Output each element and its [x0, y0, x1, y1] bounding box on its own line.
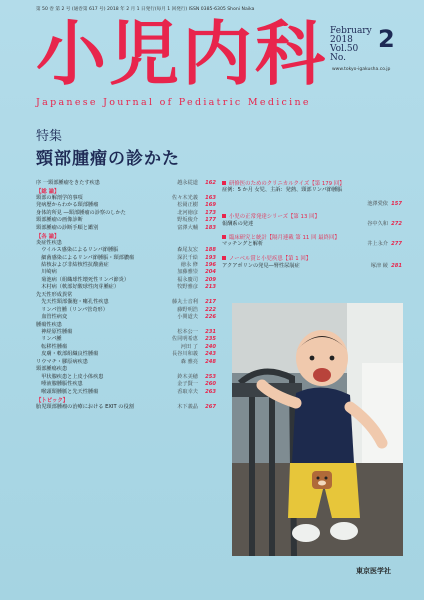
toc-entry-author: 野坂俊介	[177, 217, 198, 224]
serial-entry-title: 報酬系の発達	[222, 221, 254, 227]
toc-entry-author: 鈴木美穂	[177, 373, 198, 380]
issue-year: 2018	[330, 35, 353, 45]
toc-entry-author: 佐同明希恵	[172, 336, 198, 343]
toc-entry-title: 菊池病（組織球性壊死性リンパ節炎）	[36, 276, 130, 283]
toc-entry-title: 炎症性疾患	[36, 239, 62, 246]
toc-entry-page: 213	[205, 284, 216, 291]
serial-entry-page: 281	[391, 263, 402, 269]
toc-entry-page: 248	[205, 358, 216, 365]
toc-entry-page: 240	[205, 343, 216, 350]
toc-entry-title: 序 一頸部腫瘤をきたす疾患	[36, 180, 100, 186]
serial-entry-author: 谷中久和	[367, 221, 388, 227]
serial-entry-page: 277	[391, 241, 402, 247]
toc-entry-title: 頸部の解剖学的事項	[36, 194, 83, 201]
bullet-square-icon	[222, 214, 226, 218]
issue-no-label: No.	[330, 53, 346, 63]
toc-entry-title: 木村病（軟部好酸球性肉芽腫症）	[36, 284, 120, 291]
serial-entry	[222, 187, 402, 194]
toc-section-heading: 【トピック】	[36, 398, 69, 405]
toc-entry-author: 木下義晶	[177, 403, 198, 410]
serial-entry	[222, 221, 402, 228]
serial-heading	[222, 179, 345, 187]
toc-section-heading: 【各 論】	[36, 234, 60, 241]
serial-entry-author: 塚津 綾	[370, 263, 388, 269]
toc-entry-page: 263	[205, 388, 216, 395]
issue-month: February	[330, 26, 372, 36]
serial-heading-text: 研修医のためのクリニカルクイズ【第 179 回】	[229, 181, 345, 187]
serial-heading-text: 小児の正常発達シリーズ【第 13 回】	[229, 214, 320, 220]
journal-title: 小児内科	[36, 13, 328, 95]
toc-entry-author: 北河徳彦	[177, 209, 198, 216]
toc-entry-title: リンパ管腫（リンパ管奇形）	[36, 306, 108, 313]
toc-entry-author: 徳永 修	[180, 261, 198, 268]
toc-entry-title: 頸部腫瘤の診断手順と鑑別	[36, 224, 99, 231]
toc-entry-page: 243	[205, 351, 216, 358]
toc-entry-title: 甲状腺疾患と上皮小体疾患	[36, 373, 104, 380]
toc-entry-title: リンパ腫	[36, 336, 62, 343]
toc-entry-title: 血管性病変	[36, 314, 68, 321]
serial-entry-page: 157	[391, 201, 402, 207]
feature-title: 頸部腫瘤の診かた	[36, 149, 180, 169]
feature-label: 特集	[36, 129, 63, 144]
toc-entry-title: 神経原性腫瘍	[36, 329, 73, 335]
issue-block	[330, 25, 395, 63]
toc-entry-title: 細菌感染によるリンパ節腫脹・頸部膿瘍	[36, 254, 135, 261]
toc-entry-page: 196	[205, 261, 216, 268]
bullet-square-icon	[222, 181, 226, 185]
issue-info-line: 第 50 巻 第 2 号 (通巻第 617 号) 2018 年 2 月 1 日発行(毎月 1 回発行) ISSN 0385-6305 Shoni Naika	[36, 7, 255, 12]
toc-entry-page: 183	[205, 224, 216, 231]
toc-entry-page: 173	[205, 209, 216, 216]
toc-entry-author: 富澤大輔	[177, 224, 198, 231]
serial-entry-author: 池澤愛依	[367, 201, 388, 207]
toc-entry-title: 先天性形成異常	[36, 291, 73, 298]
toc-entry-author: 金子賢一	[177, 381, 198, 388]
toc-entry-author: 加藤雅崇	[177, 269, 198, 276]
toc-entry-title: 腫瘍性疾患	[36, 321, 62, 328]
toc-entry-page: 260	[205, 381, 216, 388]
toc-entry-title: リウマチ・膠原病疾患	[36, 358, 88, 365]
toc-entry-title: 発病歴からわかる頸部腫瘤	[36, 202, 99, 209]
serial-entry-title: アクアポリンの発見―腎性尿崩症	[222, 263, 300, 269]
toc-entry-page: 253	[205, 373, 216, 380]
bullet-square-icon	[222, 256, 226, 260]
toc-entry-title: 川崎病	[36, 269, 57, 276]
toc-entry-title: 唾液腺腫脹性疾患	[36, 381, 83, 388]
serial-entry-title: 症例：5 か月 女児、主訴：発熱、頸部リンパ節腫脹	[222, 187, 343, 193]
toc-entry-page: 169	[205, 202, 216, 209]
toc-entry-title: 転移性腫瘍	[36, 343, 68, 350]
toc-entry-title: 胎児頸部腫瘤の治療における EXIT の役割	[36, 403, 134, 410]
toc-entry-page: 222	[205, 306, 216, 313]
serial-entry-author: 井上永介	[367, 241, 388, 247]
bullet-square-icon	[222, 235, 226, 239]
serial-entry	[222, 263, 402, 270]
publisher-name: 東京医学社	[356, 567, 391, 575]
toc-entry-author: 森尾友宏	[177, 247, 198, 254]
issue-number: 2	[378, 25, 395, 53]
toc-entry-author: 深沢千絵	[177, 254, 198, 261]
cover-photo	[232, 303, 403, 556]
toc-entry-author: 長谷川和義	[172, 351, 198, 358]
issue-volume: Vol.50	[330, 44, 359, 54]
toc-entry-title: 頸部腫瘤の画像診断	[36, 217, 83, 224]
serial-heading	[222, 212, 320, 220]
toc-entry-author: 藤丸士音利	[172, 299, 198, 306]
toc-entry-title: 身体的所見 ―頸部腫瘤の診察のしかた	[36, 209, 126, 216]
toc-entry-page: 162	[205, 180, 216, 186]
toc-entry-author: 福永慶司	[177, 276, 198, 283]
toc-entry-title: 先天性頸部嚢胞・瘻孔性疾患	[36, 299, 109, 306]
serial-entry-title: マッチングと解析	[222, 241, 264, 247]
toc-entry-page: 204	[205, 269, 216, 276]
toc-entry-page: 231	[205, 329, 216, 335]
toc-entry-author: 松岡正樹	[177, 202, 198, 209]
serial-heading-text: ノーベル賞と小児疾患【第 1 回】	[229, 256, 312, 262]
toc-entry-author: 小関道夫	[177, 314, 198, 321]
toc-entry-page: 163	[205, 194, 216, 201]
toc-entry-author: 牧野雅彦	[177, 284, 198, 291]
toc-entry-author: 松本公一	[177, 329, 198, 335]
toc-entry-page: 267	[205, 403, 216, 410]
toc-entry-page: 217	[205, 299, 216, 306]
toc-entry-page: 226	[205, 314, 216, 321]
toc-entry-page: 188	[205, 247, 216, 254]
toc-entry-author: 森 雅亮	[180, 358, 198, 365]
toc-entry-author: 越永従道	[177, 180, 198, 186]
toc-entry-title: 結核および非結核性抗酸菌症	[36, 261, 109, 268]
toc-entry-page: 193	[205, 254, 216, 261]
toc-entry-title: 喉頭頸腫脈と先天性腫瘍	[36, 388, 99, 395]
serial-entry	[222, 241, 402, 248]
toc-entry-author: 藤野明浩	[177, 306, 198, 313]
toc-entry-title: 皮膚・軟部組織良性腫瘍	[36, 351, 99, 358]
serial-heading	[222, 233, 340, 241]
toddler-photo-illustration	[232, 303, 403, 556]
toc-entry-page: 177	[205, 217, 216, 224]
toc-entry-author: 香取幸夫	[177, 388, 198, 395]
publisher-url: www.tokyo-igakusha.co.jp	[332, 67, 391, 72]
toc-entry-page: 209	[205, 276, 216, 283]
toc-entry-author: 河田 了	[180, 343, 198, 350]
serial-heading-text: 臨床研究と統計【隔月連載 第 11 回 最終回】	[229, 235, 340, 241]
toc-entry-title: 頸部腫瘍疾患	[36, 366, 68, 373]
toc-entry-title: ウイルス感染によるリンパ節腫脹	[36, 247, 119, 254]
toc-entry-author: 佐々木光義	[172, 194, 198, 201]
serial-entry-page: 272	[391, 221, 402, 227]
toc-entry-page: 235	[205, 336, 216, 343]
journal-subtitle: Japanese Journal of Pediatric Medicine	[36, 97, 311, 108]
toc-section-heading: 【総 論】	[36, 189, 60, 196]
serial-heading	[222, 254, 311, 262]
